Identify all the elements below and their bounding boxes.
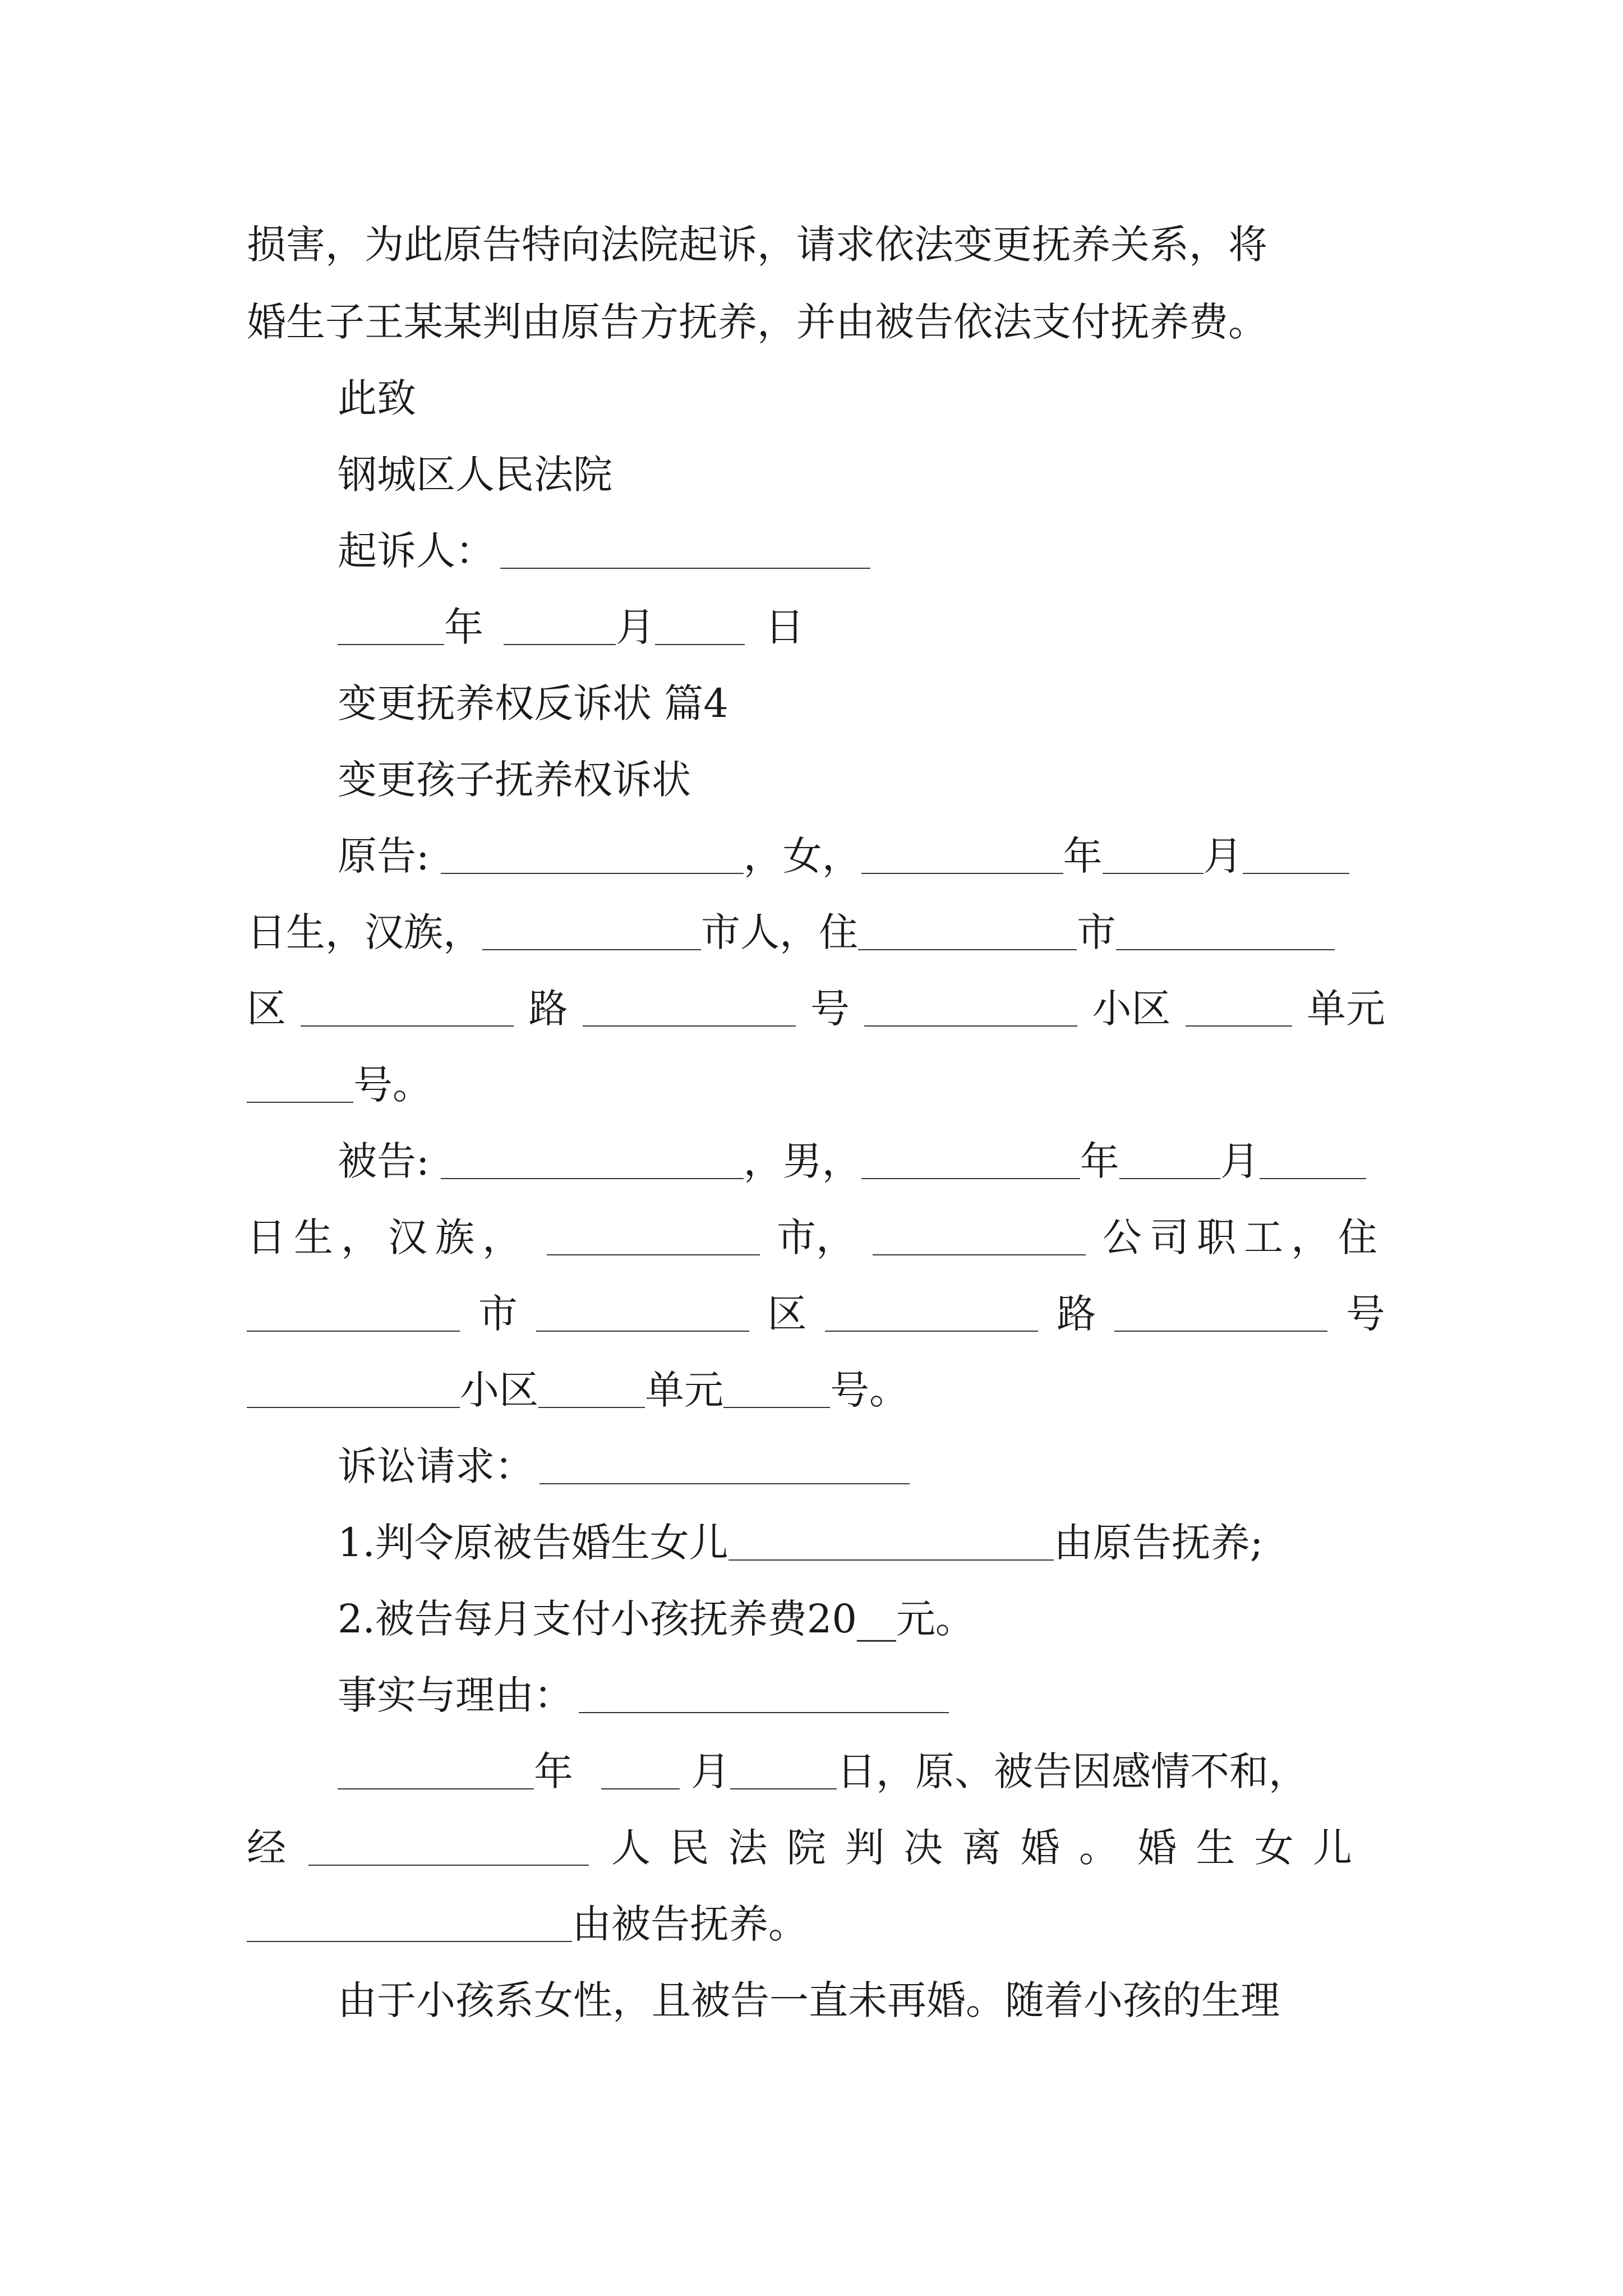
residence-city-blank — [858, 910, 1077, 950]
claim-1-tail: 由原告抚养; — [1053, 1520, 1264, 1566]
plaintiff-signature-line — [338, 523, 1386, 579]
birth-day-blank — [1243, 834, 1349, 874]
plaintiff-line-1 — [338, 828, 1386, 884]
facts-line-2 — [247, 1820, 1385, 1876]
room-text: 号。 — [353, 1062, 432, 1108]
room-text: 号。 — [830, 1367, 909, 1413]
district-blank — [1116, 910, 1335, 950]
number-text: 号 — [810, 986, 850, 1032]
year-blank — [338, 605, 444, 645]
month-text: 月 — [691, 1749, 730, 1795]
community-text: 小区 — [1092, 986, 1171, 1032]
birth-month-blank — [1103, 834, 1204, 874]
residence-city-blank — [247, 1291, 460, 1332]
defendant-line-1 — [338, 1133, 1386, 1189]
claim-1-text: 1.判令原被告婚生女儿 — [338, 1520, 728, 1566]
year-text: 年 — [534, 1749, 573, 1795]
city-text: 市 — [478, 1291, 518, 1337]
divorce-year-blank — [338, 1749, 534, 1789]
day-label: 日 — [765, 604, 804, 650]
residence-text: 市人，住 — [701, 909, 858, 955]
gender-text: ，女， — [743, 833, 861, 879]
city-text: 市， — [777, 1214, 855, 1260]
number-blank — [583, 986, 796, 1027]
community-text: 小区 — [460, 1367, 538, 1413]
room-blank — [723, 1368, 830, 1408]
date-line — [338, 599, 1386, 655]
claims-blank — [540, 1444, 910, 1484]
gender-text: ，男， — [743, 1138, 861, 1184]
facts-line-1 — [338, 1743, 1386, 1800]
defendant-line-2 — [247, 1209, 1385, 1266]
section-heading: 变更抚养权反诉状 篇4 — [338, 680, 728, 726]
year-text: 年 — [1080, 1138, 1119, 1184]
company-blank — [873, 1215, 1086, 1255]
facts-line-3 — [247, 1896, 1385, 1952]
unit-blank — [1186, 986, 1292, 1027]
facts-label: 事实与理由： — [338, 1672, 573, 1718]
birth-month-blank — [1119, 1139, 1220, 1179]
defendant-name-blank — [441, 1139, 744, 1179]
city-blank — [547, 1215, 760, 1255]
road-text: 路 — [1057, 1291, 1096, 1337]
claims-heading — [338, 1438, 1386, 1494]
plaintiff-line-3 — [247, 981, 1385, 1037]
birth-year-blank — [861, 1139, 1080, 1179]
city-blank — [482, 910, 701, 950]
road-blank — [825, 1291, 1038, 1332]
month-blank — [504, 605, 616, 645]
paragraph-line-2: 婚生子王某某判由原告方抚养，并由被告依法支付抚养费。 — [247, 299, 1267, 345]
district-text: 区 — [767, 1291, 807, 1337]
ethnicity-text: 日生，汉族， — [247, 909, 482, 955]
via-text: 经 — [247, 1825, 286, 1871]
divorce-day-blank — [730, 1749, 837, 1789]
facts-line-4: 由于小孩系女性，且被告一直未再婚。随着小孩的生理 — [338, 1977, 1280, 2023]
plaintiff-label: 原告: — [338, 833, 430, 879]
birth-day-blank — [1260, 1139, 1366, 1179]
custody-text: 由被告抚养。 — [572, 1901, 808, 1947]
signature-blank — [500, 528, 870, 569]
salutation: 此致 — [338, 375, 416, 421]
divorce-month-blank — [601, 1749, 680, 1789]
judgment-text: 人 民 法 院 判 决 离 婚 。 婚 生 女 儿 — [611, 1825, 1356, 1871]
day-blank — [655, 605, 745, 645]
claim-1 — [338, 1515, 1386, 1571]
facts-heading — [338, 1667, 1386, 1723]
facts-text: 日，原、被告因感情不和， — [837, 1749, 1308, 1795]
employer-text: 公司职工，住 — [1103, 1214, 1385, 1260]
defendant-line-4 — [247, 1362, 1385, 1418]
year-text: 年 — [1063, 833, 1103, 879]
city-text: 市 — [1077, 909, 1116, 955]
court-blank — [308, 1825, 589, 1866]
birth-year-blank — [861, 834, 1063, 874]
road-blank — [301, 986, 514, 1027]
district-blank — [536, 1291, 749, 1332]
road-text: 路 — [528, 986, 568, 1032]
claims-label: 诉讼请求： — [338, 1443, 534, 1489]
plaintiff-name-blank — [441, 834, 744, 874]
number-text: 号 — [1345, 1291, 1385, 1337]
unit-text: 单元 — [645, 1367, 723, 1413]
plaintiff-line-2 — [247, 904, 1385, 960]
month-label: 月 — [616, 604, 655, 650]
number-blank — [1114, 1291, 1327, 1332]
document-title: 变更孩子抚养权诉状 — [338, 757, 691, 803]
signature-label: 起诉人： — [338, 528, 495, 574]
unit-text: 单元 — [1307, 986, 1385, 1032]
room-blank — [247, 1062, 353, 1103]
unit-blank — [538, 1368, 645, 1408]
daughter-name-blank — [247, 1902, 572, 1942]
year-label: 年 — [444, 604, 483, 650]
community-blank — [864, 986, 1077, 1027]
claim-2: 2.被告每月支付小孩抚养费20__元。 — [338, 1596, 975, 1642]
month-text: 月 — [1220, 1138, 1260, 1184]
ethnicity-text: 日生，汉族， — [247, 1214, 529, 1260]
daughter-name-blank — [728, 1520, 1054, 1561]
district-text: 区 — [247, 986, 286, 1032]
plaintiff-line-4 — [247, 1057, 1385, 1113]
paragraph-line-1: 损害，为此原告特向法院起诉，请求依法变更抚养关系，将 — [247, 222, 1267, 268]
facts-blank — [579, 1673, 949, 1713]
community-blank — [247, 1368, 460, 1408]
defendant-line-3 — [247, 1286, 1385, 1342]
month-text: 月 — [1203, 833, 1243, 879]
court-name: 钢城区人民法院 — [338, 452, 612, 498]
defendant-label: 被告: — [338, 1138, 430, 1184]
